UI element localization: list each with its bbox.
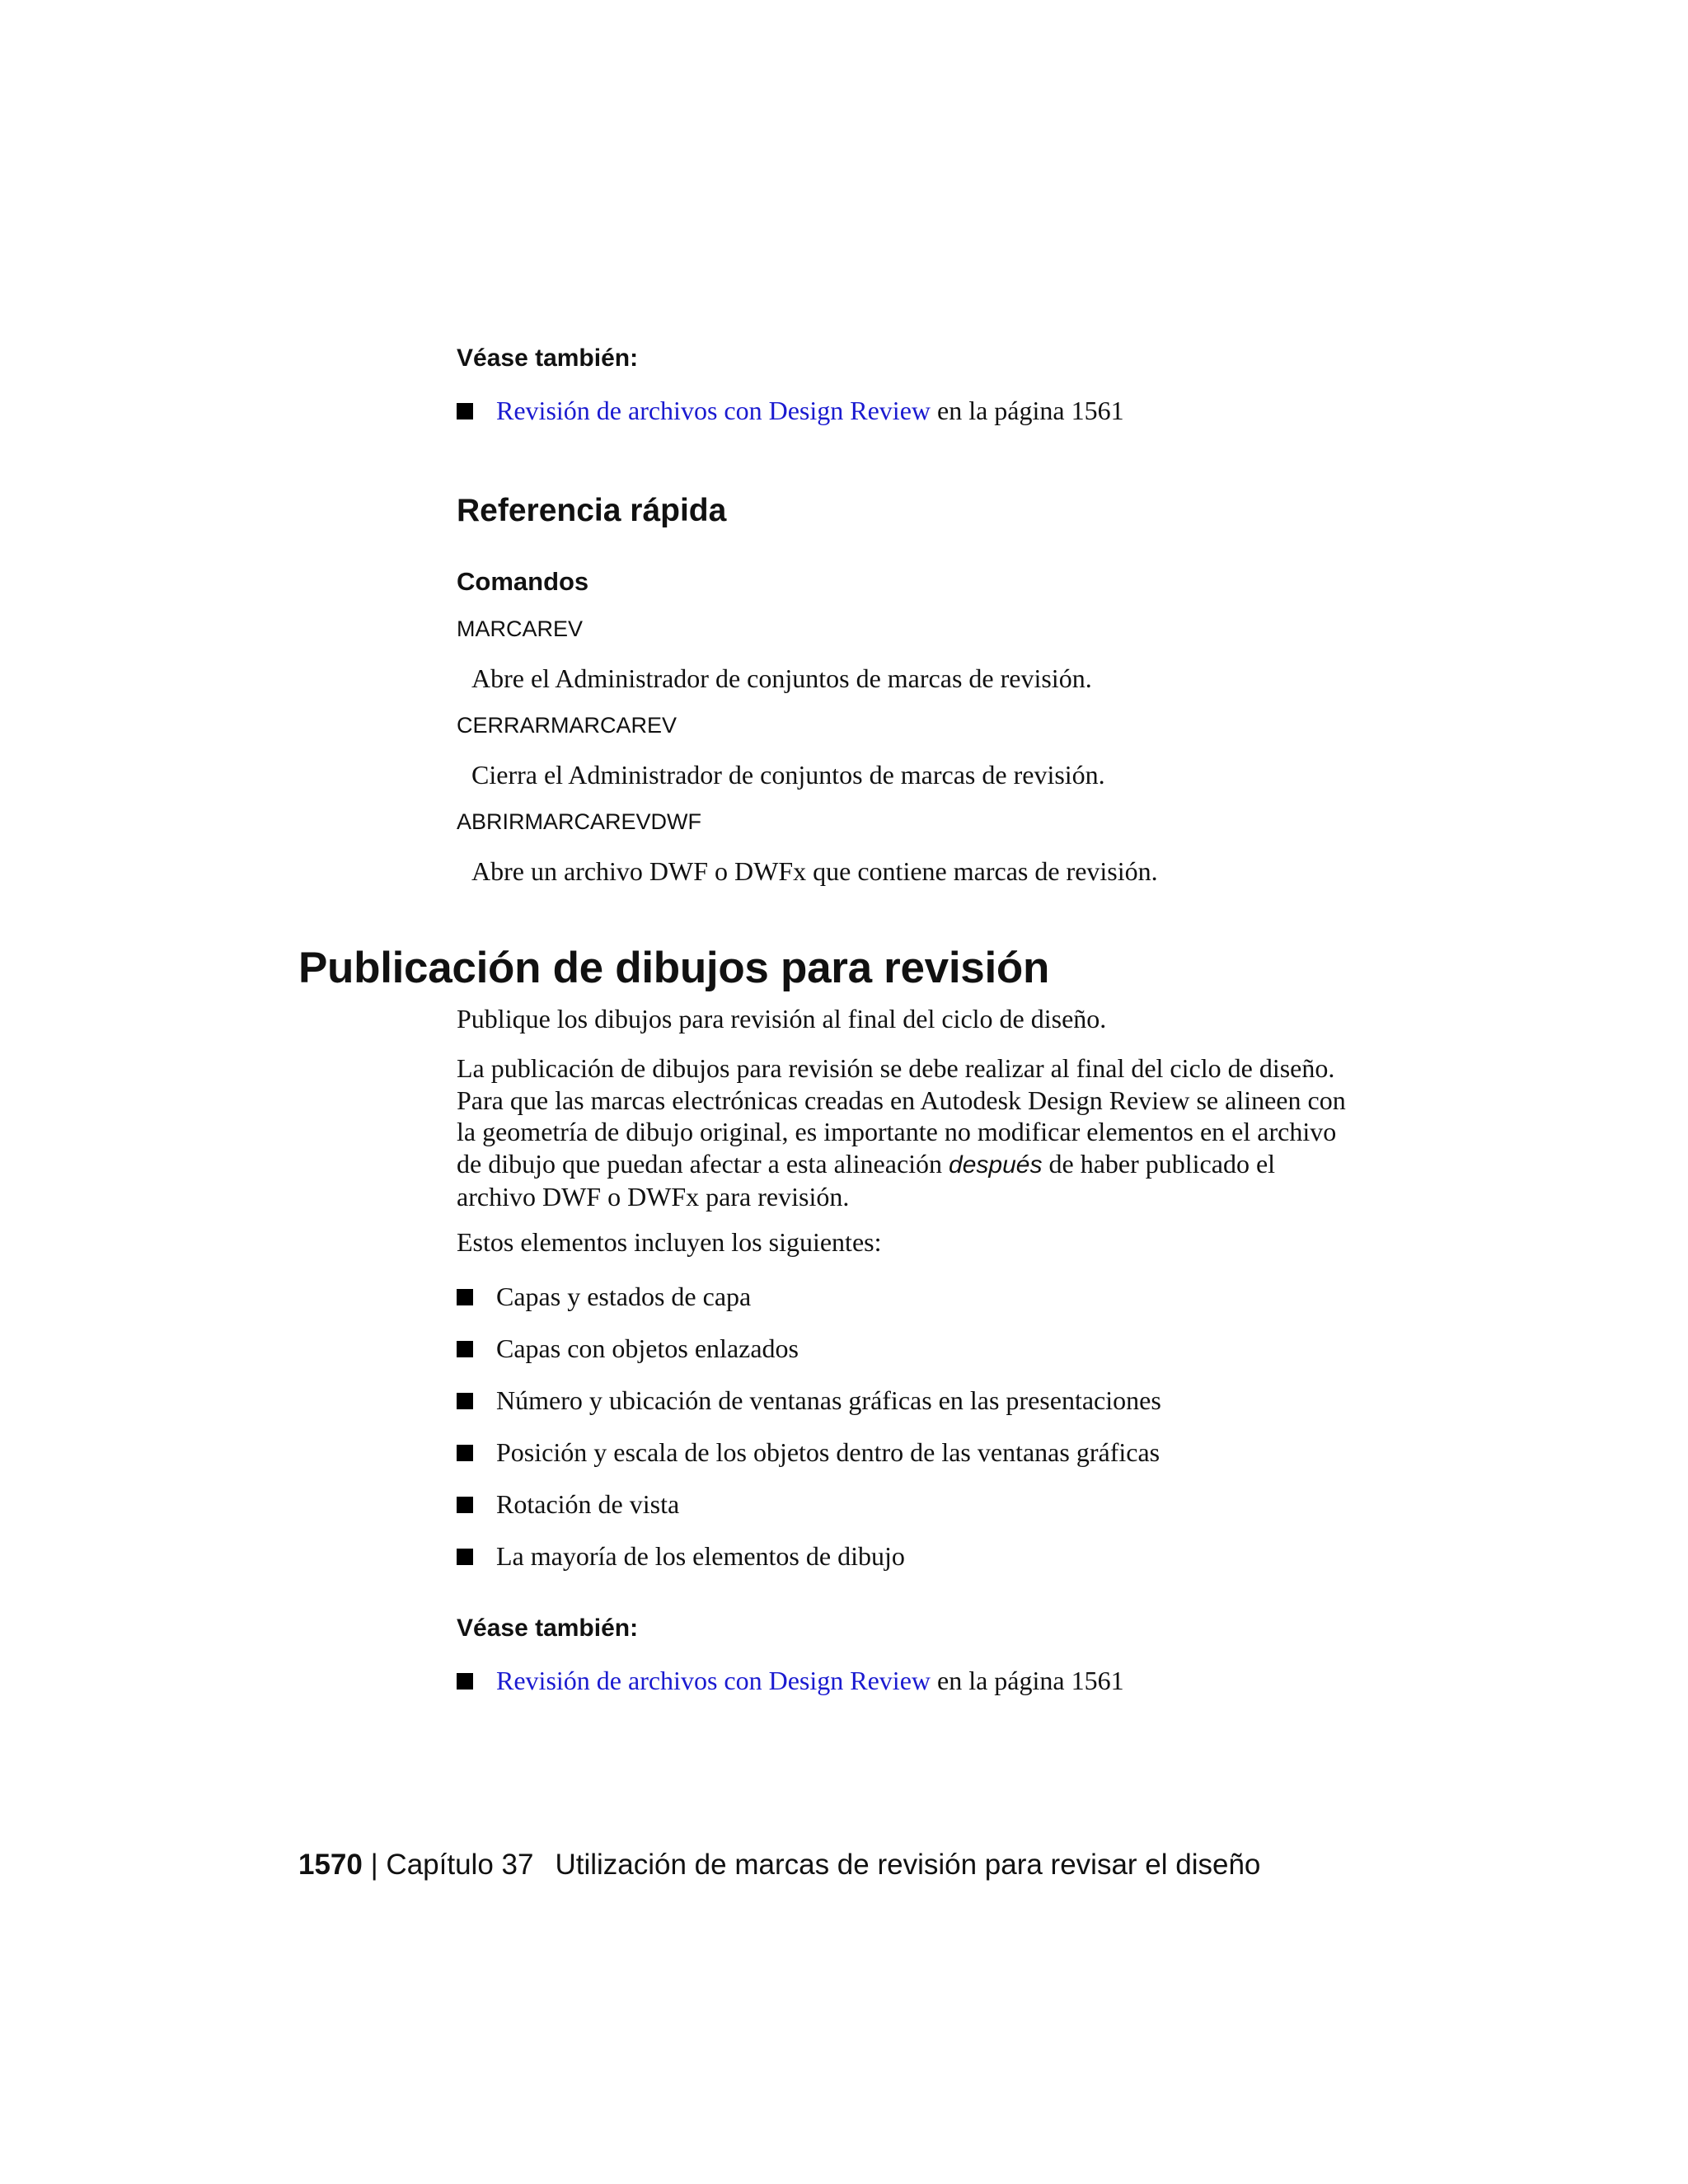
command-name: MARCAREV xyxy=(457,616,584,641)
list-item xyxy=(457,1282,751,1312)
list-intro: Estos elementos incluyen los siguientes: xyxy=(457,1227,882,1257)
list-item-label: La mayoría de los elementos de dibujo xyxy=(496,1541,905,1571)
chapter-label: Capítulo 37 xyxy=(386,1849,534,1881)
see-also-suffix: en la página 1561 xyxy=(931,396,1124,425)
see-also-link[interactable]: Revisión de archivos con Design Review xyxy=(496,396,931,425)
paragraph-text-end: de haber publicado el archivo DWF o DWFx para revisión. xyxy=(457,1148,1276,1212)
see-also-suffix: en la página 1561 xyxy=(931,1666,1124,1695)
footer-separator: | xyxy=(362,1849,387,1881)
command-name: ABRIRMARCAREVDWF xyxy=(457,809,702,834)
see-also-heading: Véase también: xyxy=(457,344,639,372)
list-item-label: Capas con objetos enlazados xyxy=(496,1333,799,1363)
see-also-link[interactable]: Revisión de archivos con Design Review xyxy=(496,1666,931,1695)
see-also-item xyxy=(457,396,1124,426)
see-also-item xyxy=(457,1666,1124,1696)
list-item xyxy=(457,1541,905,1572)
bullet-icon xyxy=(457,1289,473,1305)
paragraph-emphasis: después xyxy=(949,1151,1043,1179)
bullet-icon xyxy=(457,1393,473,1409)
bullet-icon xyxy=(457,1549,473,1565)
list-item xyxy=(457,1333,799,1364)
list-item xyxy=(457,1489,679,1520)
section-paragraph xyxy=(457,1052,1355,1213)
bullet-icon xyxy=(457,1497,473,1513)
bullet-icon xyxy=(457,1445,473,1461)
section-title: Publicación de dibujos para revisión xyxy=(298,944,1050,992)
command-description: Abre el Administrador de conjuntos de marcas de revisión. xyxy=(471,663,1092,693)
command-description: Abre un archivo DWF o DWFx que contiene marcas de revisión. xyxy=(471,856,1158,886)
quick-reference-heading: Referencia rápida xyxy=(457,493,727,528)
list-item-label: Capas y estados de capa xyxy=(496,1282,752,1311)
chapter-title: Utilización de marcas de revisión para revisar el diseño xyxy=(555,1849,1261,1881)
page-footer xyxy=(298,1849,1260,1882)
section-intro: Publique los dibujos para revisión al final del ciclo de diseño. xyxy=(457,1004,1107,1033)
page-number: 1570 xyxy=(298,1849,363,1881)
command-name: CERRARMARCAREV xyxy=(457,713,678,738)
commands-heading: Comandos xyxy=(457,567,589,596)
list-item-label: Número y ubicación de ventanas gráficas en las presentaciones xyxy=(496,1385,1161,1415)
bullet-icon xyxy=(457,403,473,419)
bullet-icon xyxy=(457,1673,473,1690)
list-item-label: Rotación de vista xyxy=(496,1489,680,1519)
see-also-heading: Véase también: xyxy=(457,1615,639,1642)
list-item xyxy=(457,1385,1161,1416)
paragraph-text: La publicación de dibujos para revisión se debe realizar al final del ciclo de diseño. Para que las marcas electrónicas creadas en Autodesk Design Review se alineen con la geometría de dibujo original, es importante no modificar elementos en el archivo de dibujo que puedan afectar a esta alineación xyxy=(457,1053,1346,1179)
command-description: Cierra el Administrador de conjuntos de marcas de revisión. xyxy=(471,760,1105,790)
list-item xyxy=(457,1437,1160,1468)
list-item-label: Posición y escala de los objetos dentro de las ventanas gráficas xyxy=(496,1437,1160,1467)
bullet-icon xyxy=(457,1341,473,1357)
